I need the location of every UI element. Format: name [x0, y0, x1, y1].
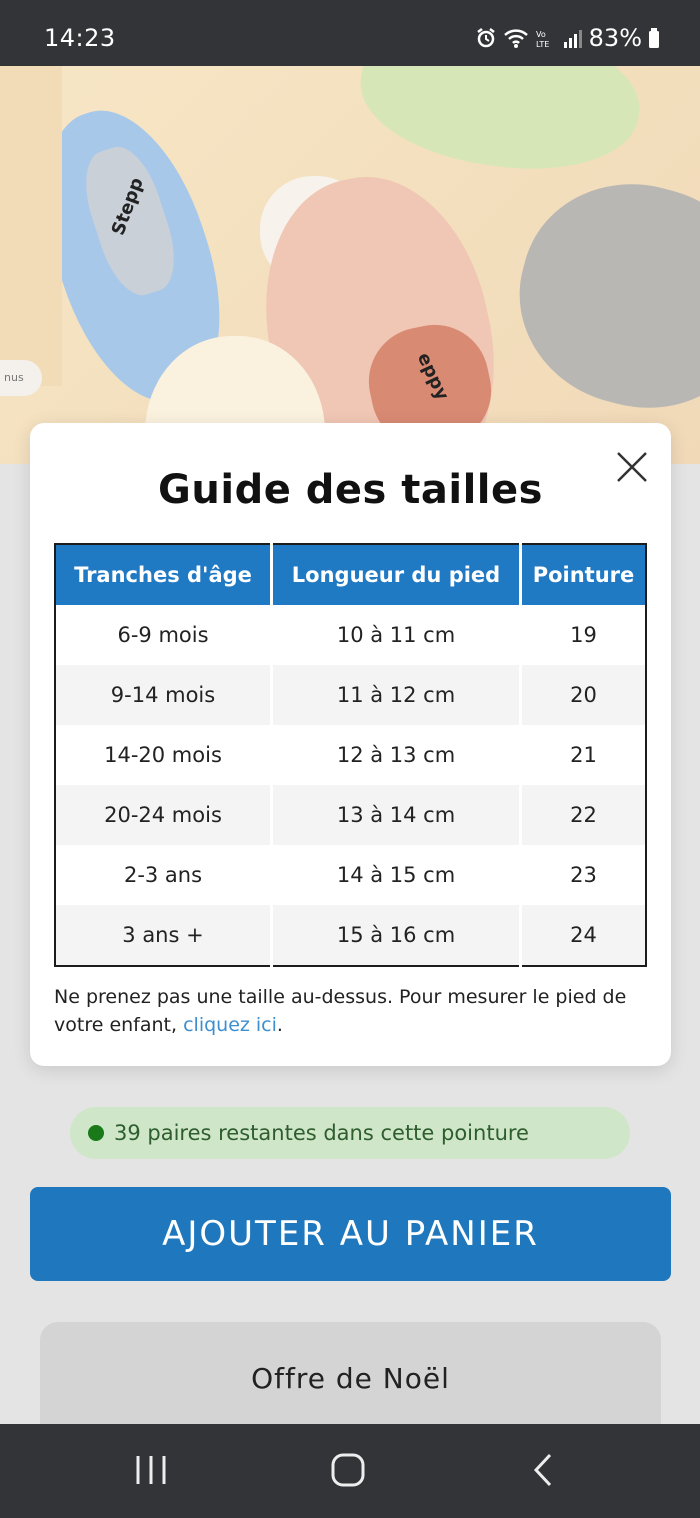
cell-size: 23 — [521, 845, 647, 905]
table-row — [55, 725, 646, 785]
size-note — [54, 983, 654, 1039]
offer-title: Offre de Noël — [251, 1362, 450, 1395]
modal-title: Guide des tailles — [158, 467, 543, 513]
add-to-cart-button[interactable]: AJOUTER AU PANIER — [30, 1187, 671, 1281]
header-shoe-size: Pointure — [521, 544, 647, 605]
battery-icon — [648, 27, 660, 49]
size-table — [54, 543, 647, 967]
brand-mark-left: Stepp — [107, 174, 148, 239]
battery-percent: 83% — [588, 24, 642, 52]
signal-icon — [563, 27, 583, 49]
cell-age: 14-20 mois — [55, 725, 272, 785]
cell-size: 21 — [521, 725, 647, 785]
table-row — [55, 905, 646, 966]
cell-age: 9-14 mois — [55, 665, 272, 725]
brand-mark-center: eppy — [412, 349, 453, 404]
measure-link[interactable]: cliquez ici — [183, 1014, 277, 1036]
size-note-end: . — [276, 1014, 283, 1036]
hero-left-panel — [0, 66, 62, 386]
alarm-icon — [475, 27, 497, 49]
volte-icon — [535, 27, 557, 49]
shoe-green — [352, 66, 649, 185]
cell-age: 3 ans + — [55, 905, 272, 966]
cell-length: 13 à 14 cm — [272, 785, 521, 845]
stock-badge — [70, 1107, 630, 1159]
cell-size: 22 — [521, 785, 647, 845]
svg-text:LTE: LTE — [535, 40, 549, 49]
wifi-icon — [503, 27, 529, 49]
cell-size: 24 — [521, 905, 647, 966]
table-row — [55, 845, 646, 905]
svg-text:Vo: Vo — [535, 30, 546, 39]
table-row — [55, 665, 646, 725]
status-icons — [475, 24, 660, 52]
shoe-grey — [496, 159, 700, 434]
cell-length: 11 à 12 cm — [272, 665, 521, 725]
size-note-text: Ne prenez pas une taille au-dessus. Pour mesurer le pied de votre enfant, — [54, 986, 627, 1036]
recents-icon[interactable] — [132, 1452, 170, 1488]
product-image — [0, 66, 700, 464]
table-row — [55, 785, 646, 845]
cell-length: 14 à 15 cm — [272, 845, 521, 905]
cell-length: 10 à 11 cm — [272, 605, 521, 665]
header-foot-length: Longueur du pied — [272, 544, 521, 605]
stock-dot-icon — [88, 1125, 104, 1141]
header-age: Tranches d'âge — [55, 544, 272, 605]
cell-length: 15 à 16 cm — [272, 905, 521, 966]
cell-size: 19 — [521, 605, 647, 665]
home-icon[interactable] — [329, 1452, 367, 1488]
cell-age: 6-9 mois — [55, 605, 272, 665]
cell-size: 20 — [521, 665, 647, 725]
cell-length: 12 à 13 cm — [272, 725, 521, 785]
stock-text: 39 paires restantes dans cette pointure — [114, 1121, 529, 1145]
status-time: 14:23 — [44, 24, 116, 52]
table-header-row — [55, 544, 646, 605]
cell-age: 20-24 mois — [55, 785, 272, 845]
status-bar — [0, 0, 700, 66]
size-guide-modal — [30, 423, 671, 1066]
table-row — [55, 605, 646, 665]
close-icon[interactable] — [612, 447, 652, 487]
cell-age: 2-3 ans — [55, 845, 272, 905]
navigation-bar — [0, 1424, 700, 1518]
back-icon[interactable] — [528, 1452, 558, 1488]
side-tab[interactable]: nus — [0, 360, 42, 396]
